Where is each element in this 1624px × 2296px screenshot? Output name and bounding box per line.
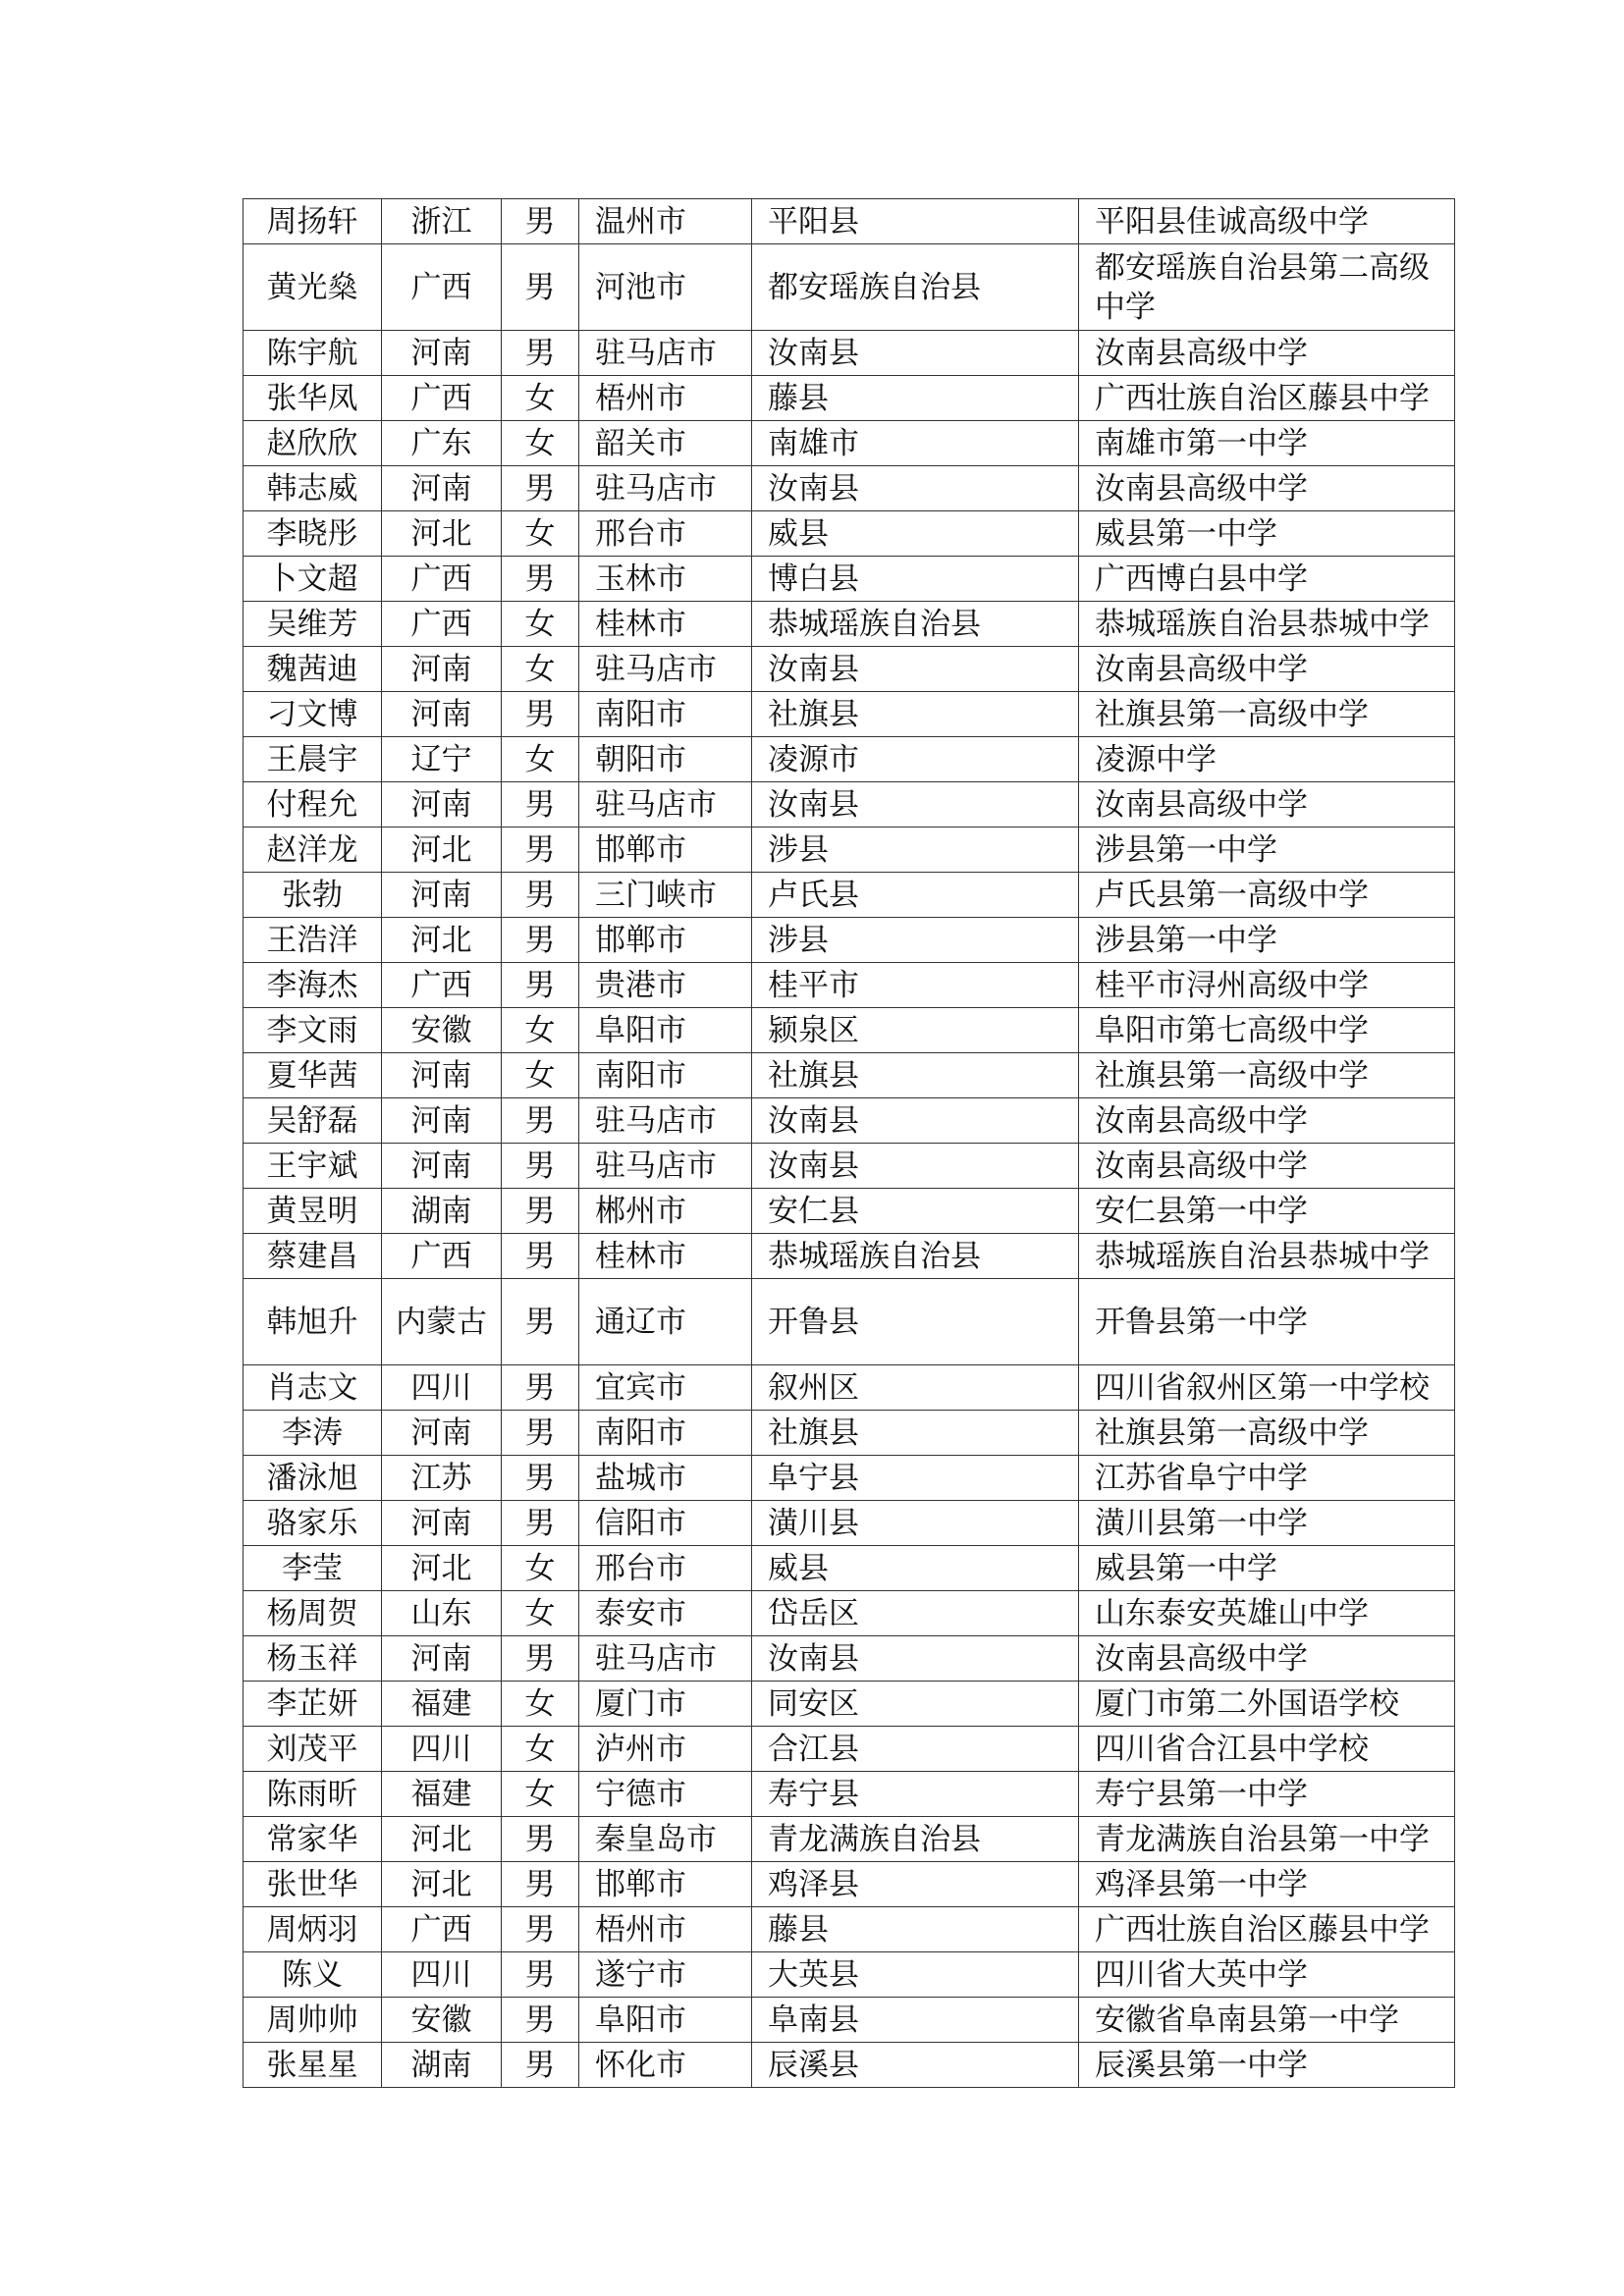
name-cell: 赵欣欣 — [244, 421, 382, 466]
school-cell: 汝南县高级中学 — [1079, 782, 1455, 828]
county-cell: 汝南县 — [752, 1098, 1079, 1144]
county-cell: 安仁县 — [752, 1189, 1079, 1234]
name-cell: 黄昱明 — [244, 1189, 382, 1234]
county-cell: 岱岳区 — [752, 1591, 1079, 1636]
school-cell: 威县第一中学 — [1079, 511, 1455, 557]
province-cell: 广西 — [382, 1234, 502, 1279]
school-cell: 汝南县高级中学 — [1079, 1144, 1455, 1189]
city-cell: 玉林市 — [579, 557, 752, 602]
table-row — [244, 1234, 1455, 1279]
school-cell: 社旗县第一高级中学 — [1079, 1411, 1455, 1456]
city-cell: 河池市 — [579, 244, 752, 331]
gender-cell: 女 — [502, 1772, 579, 1817]
province-cell: 河南 — [382, 692, 502, 737]
city-cell: 三门峡市 — [579, 873, 752, 918]
name-cell: 杨玉祥 — [244, 1636, 382, 1682]
name-cell: 李海杰 — [244, 963, 382, 1008]
name-cell: 陈雨昕 — [244, 1772, 382, 1817]
gender-cell: 女 — [502, 647, 579, 692]
table-row — [244, 1501, 1455, 1546]
county-cell: 大英县 — [752, 1952, 1079, 1998]
city-cell: 驻马店市 — [579, 782, 752, 828]
gender-cell: 男 — [502, 331, 579, 376]
city-cell: 遂宁市 — [579, 1952, 752, 1998]
name-cell: 李芷妍 — [244, 1682, 382, 1727]
school-cell: 寿宁县第一中学 — [1079, 1772, 1455, 1817]
table-row — [244, 1411, 1455, 1456]
city-cell: 驻马店市 — [579, 1144, 752, 1189]
province-cell: 河北 — [382, 1546, 502, 1591]
name-cell: 韩旭升 — [244, 1279, 382, 1365]
city-cell: 秦皇岛市 — [579, 1817, 752, 1862]
school-cell: 江苏省阜宁中学 — [1079, 1456, 1455, 1501]
city-cell: 郴州市 — [579, 1189, 752, 1234]
name-cell: 吴舒磊 — [244, 1098, 382, 1144]
county-cell: 阜南县 — [752, 1998, 1079, 2043]
city-cell: 驻马店市 — [579, 1098, 752, 1144]
school-cell: 桂平市浔州高级中学 — [1079, 963, 1455, 1008]
county-cell: 合江县 — [752, 1727, 1079, 1772]
city-cell: 盐城市 — [579, 1456, 752, 1501]
school-cell: 汝南县高级中学 — [1079, 647, 1455, 692]
table-row — [244, 2043, 1455, 2088]
table-row — [244, 1144, 1455, 1189]
name-cell: 王宇斌 — [244, 1144, 382, 1189]
county-cell: 汝南县 — [752, 1636, 1079, 1682]
school-cell: 社旗县第一高级中学 — [1079, 692, 1455, 737]
gender-cell: 女 — [502, 511, 579, 557]
school-cell: 凌源中学 — [1079, 737, 1455, 782]
school-cell: 广西博白县中学 — [1079, 557, 1455, 602]
county-cell: 社旗县 — [752, 692, 1079, 737]
county-cell: 颍泉区 — [752, 1008, 1079, 1053]
city-cell: 宁德市 — [579, 1772, 752, 1817]
gender-cell: 男 — [502, 1456, 579, 1501]
province-cell: 河南 — [382, 466, 502, 511]
province-cell: 江苏 — [382, 1456, 502, 1501]
table-row — [244, 421, 1455, 466]
gender-cell: 男 — [502, 1501, 579, 1546]
province-cell: 河南 — [382, 1098, 502, 1144]
city-cell: 梧州市 — [579, 1907, 752, 1952]
city-cell: 邢台市 — [579, 511, 752, 557]
school-cell: 汝南县高级中学 — [1079, 1098, 1455, 1144]
province-cell: 河南 — [382, 1144, 502, 1189]
province-cell: 河北 — [382, 828, 502, 873]
table-row — [244, 647, 1455, 692]
name-cell: 赵洋龙 — [244, 828, 382, 873]
city-cell: 桂林市 — [579, 602, 752, 647]
county-cell: 叙州区 — [752, 1365, 1079, 1411]
province-cell: 四川 — [382, 1952, 502, 1998]
city-cell: 泰安市 — [579, 1591, 752, 1636]
name-cell: 肖志文 — [244, 1365, 382, 1411]
province-cell: 福建 — [382, 1682, 502, 1727]
county-cell: 博白县 — [752, 557, 1079, 602]
gender-cell: 男 — [502, 1862, 579, 1907]
city-cell: 贵港市 — [579, 963, 752, 1008]
table-row — [244, 1456, 1455, 1501]
province-cell: 河南 — [382, 331, 502, 376]
province-cell: 安徽 — [382, 1998, 502, 2043]
province-cell: 广西 — [382, 602, 502, 647]
county-cell: 涉县 — [752, 918, 1079, 963]
city-cell: 邯郸市 — [579, 1862, 752, 1907]
name-cell: 杨周贺 — [244, 1591, 382, 1636]
province-cell: 河北 — [382, 1862, 502, 1907]
county-cell: 潢川县 — [752, 1501, 1079, 1546]
province-cell: 河南 — [382, 1411, 502, 1456]
city-cell: 邯郸市 — [579, 828, 752, 873]
gender-cell: 女 — [502, 1682, 579, 1727]
school-cell: 汝南县高级中学 — [1079, 331, 1455, 376]
province-cell: 四川 — [382, 1727, 502, 1772]
table-row — [244, 1008, 1455, 1053]
gender-cell: 男 — [502, 828, 579, 873]
name-cell: 韩志威 — [244, 466, 382, 511]
city-cell: 南阳市 — [579, 1411, 752, 1456]
gender-cell: 男 — [502, 1279, 579, 1365]
school-cell: 恭城瑶族自治县恭城中学 — [1079, 1234, 1455, 1279]
gender-cell: 男 — [502, 557, 579, 602]
province-cell: 河南 — [382, 647, 502, 692]
school-cell: 开鲁县第一中学 — [1079, 1279, 1455, 1365]
name-cell: 吴维芳 — [244, 602, 382, 647]
school-cell: 南雄市第一中学 — [1079, 421, 1455, 466]
school-cell: 青龙满族自治县第一中学 — [1079, 1817, 1455, 1862]
city-cell: 信阳市 — [579, 1501, 752, 1546]
city-cell: 桂林市 — [579, 1234, 752, 1279]
province-cell: 广西 — [382, 1907, 502, 1952]
school-cell: 涉县第一中学 — [1079, 918, 1455, 963]
county-cell: 涉县 — [752, 828, 1079, 873]
school-cell: 安仁县第一中学 — [1079, 1189, 1455, 1234]
gender-cell: 男 — [502, 1365, 579, 1411]
city-cell: 梧州市 — [579, 376, 752, 421]
gender-cell: 男 — [502, 1234, 579, 1279]
county-cell: 辰溪县 — [752, 2043, 1079, 2088]
name-cell: 周帅帅 — [244, 1998, 382, 2043]
gender-cell: 女 — [502, 1546, 579, 1591]
table-row — [244, 199, 1455, 244]
gender-cell: 女 — [502, 1053, 579, 1098]
province-cell: 河北 — [382, 511, 502, 557]
gender-cell: 男 — [502, 2043, 579, 2088]
name-cell: 付程允 — [244, 782, 382, 828]
province-cell: 浙江 — [382, 199, 502, 244]
name-cell: 刘茂平 — [244, 1727, 382, 1772]
name-cell: 陈义 — [244, 1952, 382, 1998]
county-cell: 威县 — [752, 1546, 1079, 1591]
city-cell: 怀化市 — [579, 2043, 752, 2088]
table-row — [244, 963, 1455, 1008]
name-cell: 刁文博 — [244, 692, 382, 737]
school-cell: 涉县第一中学 — [1079, 828, 1455, 873]
name-cell: 卜文超 — [244, 557, 382, 602]
table-row — [244, 1998, 1455, 2043]
table-row — [244, 1189, 1455, 1234]
table-row — [244, 1365, 1455, 1411]
county-cell: 恭城瑶族自治县 — [752, 1234, 1079, 1279]
gender-cell: 男 — [502, 1098, 579, 1144]
gender-cell: 女 — [502, 1008, 579, 1053]
table-row — [244, 782, 1455, 828]
roster-body — [244, 199, 1455, 2088]
county-cell: 鸡泽县 — [752, 1862, 1079, 1907]
gender-cell: 女 — [502, 421, 579, 466]
county-cell: 同安区 — [752, 1682, 1079, 1727]
city-cell: 通辽市 — [579, 1279, 752, 1365]
school-cell: 广西壮族自治区藤县中学 — [1079, 376, 1455, 421]
school-cell: 广西壮族自治区藤县中学 — [1079, 1907, 1455, 1952]
name-cell: 潘泳旭 — [244, 1456, 382, 1501]
province-cell: 河北 — [382, 1817, 502, 1862]
student-roster-table — [243, 198, 1455, 2088]
table-row — [244, 466, 1455, 511]
name-cell: 陈宇航 — [244, 331, 382, 376]
county-cell: 社旗县 — [752, 1053, 1079, 1098]
province-cell: 河南 — [382, 1501, 502, 1546]
gender-cell: 女 — [502, 602, 579, 647]
city-cell: 阜阳市 — [579, 1998, 752, 2043]
name-cell: 骆家乐 — [244, 1501, 382, 1546]
province-cell: 河南 — [382, 1636, 502, 1682]
table-row — [244, 1591, 1455, 1636]
gender-cell: 男 — [502, 782, 579, 828]
gender-cell: 男 — [502, 873, 579, 918]
school-cell: 汝南县高级中学 — [1079, 1636, 1455, 1682]
school-cell: 安徽省阜南县第一中学 — [1079, 1998, 1455, 2043]
city-cell: 朝阳市 — [579, 737, 752, 782]
gender-cell: 女 — [502, 1727, 579, 1772]
county-cell: 桂平市 — [752, 963, 1079, 1008]
table-row — [244, 1279, 1455, 1365]
table-row — [244, 331, 1455, 376]
name-cell: 李晓彤 — [244, 511, 382, 557]
school-cell: 威县第一中学 — [1079, 1546, 1455, 1591]
table-row — [244, 557, 1455, 602]
school-cell: 卢氏县第一高级中学 — [1079, 873, 1455, 918]
table-row — [244, 828, 1455, 873]
province-cell: 河南 — [382, 782, 502, 828]
name-cell: 常家华 — [244, 1817, 382, 1862]
school-cell: 阜阳市第七高级中学 — [1079, 1008, 1455, 1053]
gender-cell: 女 — [502, 1591, 579, 1636]
name-cell: 张星星 — [244, 2043, 382, 2088]
gender-cell: 男 — [502, 1411, 579, 1456]
gender-cell: 男 — [502, 1817, 579, 1862]
table-row — [244, 1636, 1455, 1682]
gender-cell: 男 — [502, 466, 579, 511]
county-cell: 藤县 — [752, 1907, 1079, 1952]
table-row — [244, 692, 1455, 737]
county-cell: 汝南县 — [752, 466, 1079, 511]
county-cell: 开鲁县 — [752, 1279, 1079, 1365]
gender-cell: 男 — [502, 1636, 579, 1682]
name-cell: 王晨宇 — [244, 737, 382, 782]
gender-cell: 男 — [502, 1144, 579, 1189]
school-cell: 辰溪县第一中学 — [1079, 2043, 1455, 2088]
province-cell: 福建 — [382, 1772, 502, 1817]
gender-cell: 女 — [502, 376, 579, 421]
table-row — [244, 511, 1455, 557]
province-cell: 广西 — [382, 376, 502, 421]
gender-cell: 女 — [502, 737, 579, 782]
table-row — [244, 918, 1455, 963]
county-cell: 平阳县 — [752, 199, 1079, 244]
gender-cell: 男 — [502, 1998, 579, 2043]
province-cell: 广西 — [382, 963, 502, 1008]
county-cell: 都安瑶族自治县 — [752, 244, 1079, 331]
name-cell: 周炳羽 — [244, 1907, 382, 1952]
school-cell: 厦门市第二外国语学校 — [1079, 1682, 1455, 1727]
county-cell: 阜宁县 — [752, 1456, 1079, 1501]
table-row — [244, 1546, 1455, 1591]
school-cell: 四川省叙州区第一中学校 — [1079, 1365, 1455, 1411]
school-cell: 四川省大英中学 — [1079, 1952, 1455, 1998]
table-row — [244, 602, 1455, 647]
name-cell: 张世华 — [244, 1862, 382, 1907]
table-row — [244, 1817, 1455, 1862]
county-cell: 社旗县 — [752, 1411, 1079, 1456]
school-cell: 汝南县高级中学 — [1079, 466, 1455, 511]
table-row — [244, 244, 1455, 331]
table-row — [244, 873, 1455, 918]
gender-cell: 男 — [502, 692, 579, 737]
name-cell: 魏茜迪 — [244, 647, 382, 692]
city-cell: 温州市 — [579, 199, 752, 244]
county-cell: 藤县 — [752, 376, 1079, 421]
city-cell: 驻马店市 — [579, 466, 752, 511]
name-cell: 李涛 — [244, 1411, 382, 1456]
table-row — [244, 1727, 1455, 1772]
name-cell: 黄光燊 — [244, 244, 382, 331]
county-cell: 南雄市 — [752, 421, 1079, 466]
city-cell: 韶关市 — [579, 421, 752, 466]
province-cell: 河南 — [382, 1053, 502, 1098]
name-cell: 周扬轩 — [244, 199, 382, 244]
county-cell: 汝南县 — [752, 782, 1079, 828]
gender-cell: 男 — [502, 1952, 579, 1998]
name-cell: 蔡建昌 — [244, 1234, 382, 1279]
school-cell: 山东泰安英雄山中学 — [1079, 1591, 1455, 1636]
gender-cell: 男 — [502, 918, 579, 963]
name-cell: 张勃 — [244, 873, 382, 918]
city-cell: 泸州市 — [579, 1727, 752, 1772]
table-row — [244, 1682, 1455, 1727]
province-cell: 辽宁 — [382, 737, 502, 782]
province-cell: 山东 — [382, 1591, 502, 1636]
city-cell: 南阳市 — [579, 692, 752, 737]
province-cell: 湖南 — [382, 1189, 502, 1234]
county-cell: 凌源市 — [752, 737, 1079, 782]
county-cell: 威县 — [752, 511, 1079, 557]
table-row — [244, 1907, 1455, 1952]
school-cell: 平阳县佳诚高级中学 — [1079, 199, 1455, 244]
table-row — [244, 737, 1455, 782]
name-cell: 张华凤 — [244, 376, 382, 421]
county-cell: 寿宁县 — [752, 1772, 1079, 1817]
province-cell: 广东 — [382, 421, 502, 466]
city-cell: 驻马店市 — [579, 331, 752, 376]
gender-cell: 男 — [502, 244, 579, 331]
city-cell: 邢台市 — [579, 1546, 752, 1591]
table-row — [244, 1098, 1455, 1144]
gender-cell: 男 — [502, 1189, 579, 1234]
table-row — [244, 376, 1455, 421]
table-row — [244, 1862, 1455, 1907]
name-cell: 夏华茜 — [244, 1053, 382, 1098]
province-cell: 安徽 — [382, 1008, 502, 1053]
gender-cell: 男 — [502, 199, 579, 244]
school-cell: 潢川县第一中学 — [1079, 1501, 1455, 1546]
province-cell: 内蒙古 — [382, 1279, 502, 1365]
city-cell: 驻马店市 — [579, 1636, 752, 1682]
county-cell: 汝南县 — [752, 331, 1079, 376]
county-cell: 青龙满族自治县 — [752, 1817, 1079, 1862]
province-cell: 河南 — [382, 873, 502, 918]
city-cell: 驻马店市 — [579, 647, 752, 692]
school-cell: 鸡泽县第一中学 — [1079, 1862, 1455, 1907]
name-cell: 李文雨 — [244, 1008, 382, 1053]
province-cell: 广西 — [382, 557, 502, 602]
school-cell: 都安瑶族自治县第二高级中学 — [1079, 244, 1455, 331]
school-cell: 恭城瑶族自治县恭城中学 — [1079, 602, 1455, 647]
gender-cell: 男 — [502, 963, 579, 1008]
city-cell: 厦门市 — [579, 1682, 752, 1727]
city-cell: 邯郸市 — [579, 918, 752, 963]
name-cell: 王浩洋 — [244, 918, 382, 963]
province-cell: 广西 — [382, 244, 502, 331]
county-cell: 卢氏县 — [752, 873, 1079, 918]
gender-cell: 男 — [502, 1907, 579, 1952]
table-row — [244, 1772, 1455, 1817]
city-cell: 阜阳市 — [579, 1008, 752, 1053]
county-cell: 汝南县 — [752, 647, 1079, 692]
school-cell: 四川省合江县中学校 — [1079, 1727, 1455, 1772]
name-cell: 李莹 — [244, 1546, 382, 1591]
table-row — [244, 1053, 1455, 1098]
county-cell: 汝南县 — [752, 1144, 1079, 1189]
city-cell: 南阳市 — [579, 1053, 752, 1098]
province-cell: 湖南 — [382, 2043, 502, 2088]
county-cell: 恭城瑶族自治县 — [752, 602, 1079, 647]
school-cell: 社旗县第一高级中学 — [1079, 1053, 1455, 1098]
province-cell: 四川 — [382, 1365, 502, 1411]
table-row — [244, 1952, 1455, 1998]
city-cell: 宜宾市 — [579, 1365, 752, 1411]
province-cell: 河北 — [382, 918, 502, 963]
